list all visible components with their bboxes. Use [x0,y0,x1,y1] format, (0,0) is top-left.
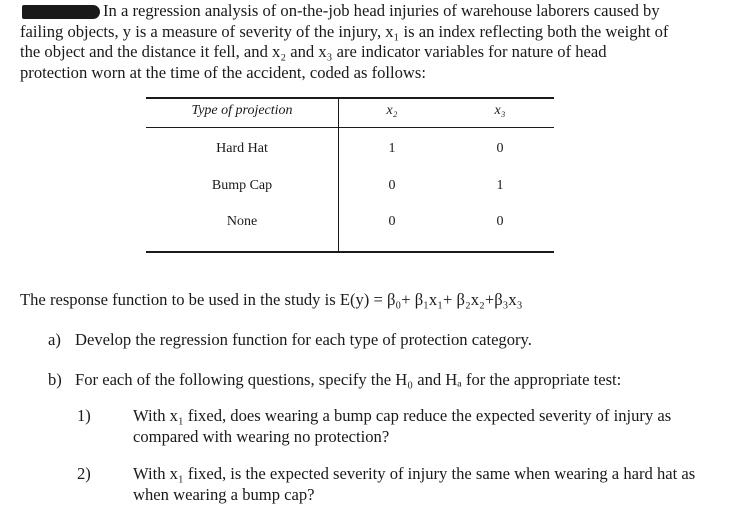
intro-line-2: failing objects, y is a measure of severity of the injury, x₁ is an index reflecting both the weight of [20,21,669,41]
header-x3: x₃ [494,103,506,118]
row-none-x3: 0 [496,214,504,229]
row-none-label: None [226,214,258,229]
subquestion-1-label: 1) [77,406,91,425]
subquestion-2-label: 2) [77,464,91,483]
row-bump-cap-x3: 1 [496,178,504,193]
subquestion-1 [77,406,725,447]
subquestion-1-block [77,406,725,447]
question-b-text: For each of the following questions, specify the H₀ and Hₐ for the appropriate test: [75,370,622,389]
subquestion-2-block [77,464,725,505]
header-type: Type of projection [191,103,293,118]
subquestion-1-text: With x₁ fixed, does wearing a bump cap reduce the expected severity of injury as compared with wearing no protection? [133,406,672,446]
row-hard-hat-x2: 1 [388,141,396,156]
intro-paragraph [20,1,735,83]
row-bump-cap-x2: 0 [388,178,396,193]
subquestion-2 [77,464,725,505]
row-none-x2: 0 [388,214,396,229]
row-hard-hat-x3: 0 [496,141,504,156]
response-function: The response function to be used in the study is E(y) = β₀+ β₁x₁+ β₂x₂+β₃x₃ [20,290,523,309]
question-b [48,370,621,391]
row-hard-hat-label: Hard Hat [216,141,268,156]
question-a-text: Develop the regression function for each type of protection category. [75,330,532,349]
question-a [48,330,532,351]
intro-line-1: In a regression analysis of on-the-job head injuries of warehouse laborers caused by [103,1,660,20]
row-bump-cap-label: Bump Cap [211,178,273,193]
intro-line-4: protection worn at the time of the accident, coded as follows: [20,62,426,82]
question-a-label: a) [48,330,61,349]
intro-line-3: the object and the distance it fell, and x₂ and x₃ are indicator variables for nature of head [20,42,607,61]
header-x2: x₂ [386,103,398,118]
subquestion-2-text: With x₁ fixed, is the expected severity of injury the same when wearing a hard hat as when wearing a bump cap? [133,464,696,504]
question-b-label: b) [48,370,62,389]
table-header-rule [146,127,554,128]
protection-coding-table [146,97,554,253]
